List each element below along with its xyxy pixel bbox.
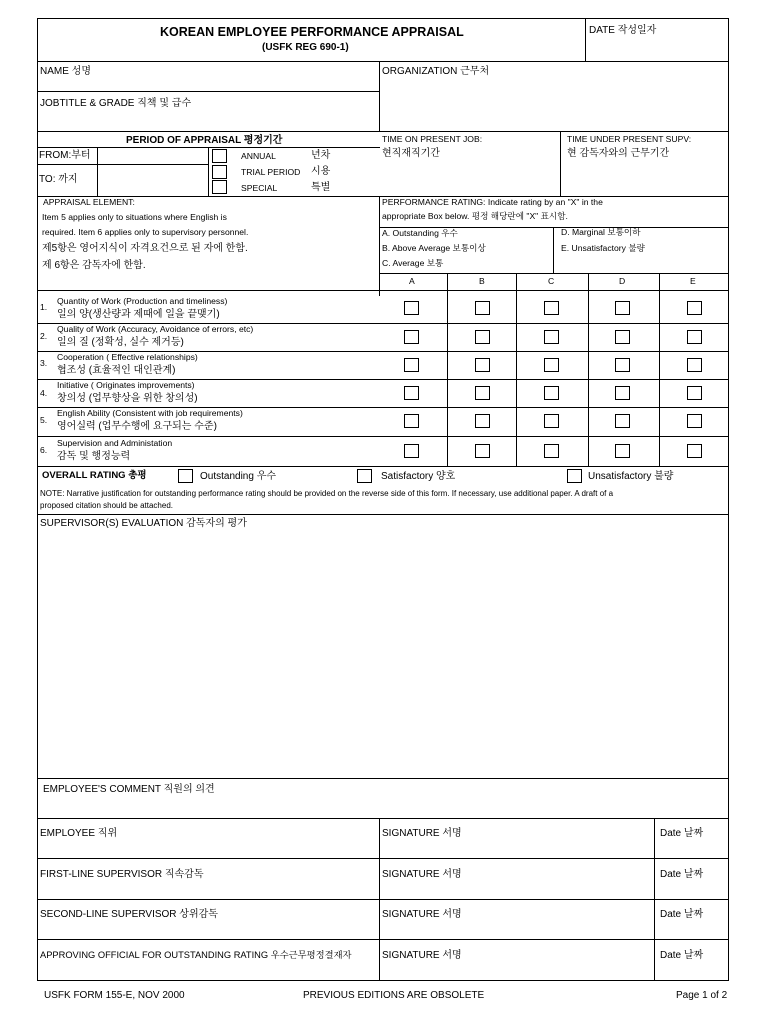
rating-heading-line2: appropriate Box below. 평정 해당란에 "X" 표시함. [382, 211, 568, 221]
trial-period-checkbox[interactable] [212, 165, 227, 179]
rating-checkbox-6d[interactable] [615, 444, 630, 458]
regulation-reference: (USFK REG 690-1) [262, 42, 349, 53]
rating-checkbox-3b[interactable] [475, 358, 490, 372]
signature-label: SIGNATURE 서명 [382, 909, 462, 920]
rating-checkbox-3a[interactable] [404, 358, 419, 372]
appraisal-note-line1: Item 5 applies only to situations where English is [42, 212, 227, 222]
item-number: 6. [40, 445, 48, 455]
rating-checkbox-6b[interactable] [475, 444, 490, 458]
overall-note-line2: proposed citation should be attached. [40, 501, 173, 510]
signature-role-label: EMPLOYEE 직위 [40, 828, 118, 839]
name-label: NAME 성명 [40, 66, 91, 77]
overall-rating-label: OVERALL RATING 총평 [42, 470, 147, 481]
period-type-trial-ko: 시용 [311, 166, 331, 177]
rating-checkbox-2e[interactable] [687, 330, 702, 344]
item-number: 1. [40, 302, 48, 312]
rating-checkbox-6c[interactable] [544, 444, 559, 458]
period-type-annual: ANNUAL [241, 151, 276, 161]
to-label: TO: 까지 [39, 174, 78, 185]
rating-checkbox-3e[interactable] [687, 358, 702, 372]
annual-checkbox[interactable] [212, 149, 227, 163]
rating-checkbox-1a[interactable] [404, 301, 419, 315]
signature-role-label: FIRST-LINE SUPERVISOR 직속감독 [40, 869, 204, 880]
rating-scale-c: C. Average 보통 [382, 258, 444, 268]
editions-notice: PREVIOUS EDITIONS ARE OBSOLETE [303, 990, 485, 1001]
rating-checkbox-6a[interactable] [404, 444, 419, 458]
signature-date-label: Date 날짜 [660, 869, 704, 880]
item-number: 4. [40, 388, 48, 398]
item-label-ko: 일의 양(생산량과 제때에 일을 끝맺기) [57, 309, 220, 320]
rating-scale-d: D. Marginal 보통이하 [561, 227, 641, 237]
rating-checkbox-5e[interactable] [687, 414, 702, 428]
item-number: 3. [40, 358, 48, 368]
rating-heading-line1: PERFORMANCE RATING: Indicate rating by an "X" in the [382, 197, 603, 207]
column-header-e: E [690, 276, 696, 286]
appraisal-note-ko2: 제 6항은 감독자에 한함. [42, 260, 146, 271]
item-label-en: Initiative ( Originates improvements) [57, 380, 195, 390]
item-label-en: Quantity of Work (Production and timeliness) [57, 296, 228, 306]
time-under-supv-label: TIME UNDER PRESENT SUPV: [567, 134, 692, 144]
employee-comment-label: EMPLOYEE'S COMMENT 직원의 의견 [43, 784, 215, 795]
rating-checkbox-1d[interactable] [615, 301, 630, 315]
time-present-job-label: TIME ON PRESENT JOB: [382, 134, 483, 144]
supervisor-evaluation-field[interactable] [38, 532, 728, 776]
item-label-en: Quality of Work (Accuracy, Avoidance of errors, etc) [57, 324, 254, 334]
overall-satisfactory-label: Satisfactory 양호 [381, 471, 456, 482]
appraisal-element-heading: APPRAISAL ELEMENT: [43, 197, 135, 207]
rating-checkbox-5d[interactable] [615, 414, 630, 428]
column-header-a: A [409, 276, 415, 286]
item-label-en: Cooperation ( Effective relationships) [57, 352, 198, 362]
signature-date-label: Date 날짜 [660, 828, 704, 839]
rating-checkbox-4b[interactable] [475, 386, 490, 400]
period-type-annual-ko: 년차 [311, 150, 331, 161]
overall-outstanding-checkbox[interactable] [178, 469, 193, 483]
item-label-en: Supervision and Administation [57, 438, 173, 448]
item-label-ko: 감독 및 행정능력 [57, 451, 131, 462]
rating-checkbox-1e[interactable] [687, 301, 702, 315]
rating-checkbox-4a[interactable] [404, 386, 419, 400]
rating-checkbox-2d[interactable] [615, 330, 630, 344]
item-label-ko: 영어실력 (업무수행에 요구되는 수준) [57, 421, 217, 432]
column-header-b: B [479, 276, 485, 286]
signature-label: SIGNATURE 서명 [382, 950, 462, 961]
item-number: 2. [40, 331, 48, 341]
employee-comment-field[interactable] [38, 798, 728, 817]
item-label-ko: 일의 질 (정확성, 실수 제거등) [57, 337, 184, 348]
overall-unsatisfactory-checkbox[interactable] [567, 469, 582, 483]
item-number: 5. [40, 415, 48, 425]
period-heading: PERIOD OF APPRAISAL 평정기간 [126, 135, 283, 146]
rating-checkbox-3d[interactable] [615, 358, 630, 372]
period-type-special: SPECIAL [241, 183, 278, 193]
appraisal-note-ko1: 제5항은 영어지식이 자격요건으로 된 자에 한함. [42, 243, 248, 254]
item-label-ko: 협조성 (효율적인 대인관계) [57, 365, 176, 376]
rating-checkbox-2b[interactable] [475, 330, 490, 344]
overall-satisfactory-checkbox[interactable] [357, 469, 372, 483]
rating-checkbox-4c[interactable] [544, 386, 559, 400]
signature-role-label: APPROVING OFFICIAL FOR OUTSTANDING RATING 우수근무평정결재자 [40, 950, 352, 960]
rating-checkbox-4e[interactable] [687, 386, 702, 400]
column-header-d: D [619, 276, 626, 286]
appraisal-note-line2: required. Item 6 applies only to supervisory personnel. [42, 227, 249, 237]
rating-checkbox-6e[interactable] [687, 444, 702, 458]
form-title: KOREAN EMPLOYEE PERFORMANCE APPRAISAL [160, 25, 464, 39]
rating-checkbox-5a[interactable] [404, 414, 419, 428]
rating-checkbox-1b[interactable] [475, 301, 490, 315]
time-under-supv-ko: 현 감독자와의 근무기간 [567, 148, 670, 159]
signature-label: SIGNATURE 서명 [382, 828, 462, 839]
time-present-job-ko: 현직재직기간 [382, 148, 440, 159]
from-label: FROM:부터 [39, 150, 91, 161]
rating-scale-e: E. Unsatisfactory 불량 [561, 243, 645, 253]
rating-checkbox-2c[interactable] [544, 330, 559, 344]
signature-date-label: Date 날짜 [660, 950, 704, 961]
signature-role-label: SECOND-LINE SUPERVISOR 상위감독 [40, 909, 218, 920]
form-id: USFK FORM 155-E, NOV 2000 [44, 990, 185, 1001]
rating-checkbox-4d[interactable] [615, 386, 630, 400]
overall-unsatisfactory-label: Unsatisfactory 불량 [588, 471, 674, 482]
rating-checkbox-1c[interactable] [544, 301, 559, 315]
page-number: Page 1 of 2 [676, 990, 728, 1001]
rating-scale-a: A. Outstanding 우수 [382, 228, 458, 238]
jobtitle-label: JOBTITLE & GRADE 직책 및 급수 [40, 98, 192, 109]
overall-outstanding-label: Outstanding 우수 [200, 471, 277, 482]
item-label-ko: 창의성 (업무향상을 위한 창의성) [57, 393, 198, 404]
signature-date-label: Date 날짜 [660, 909, 704, 920]
overall-note-line1: NOTE: Narrative justification for outstanding performance rating should be provided on the reverse side of this form. If necessary, use additional paper. A draft of a [40, 489, 614, 498]
rating-checkbox-3c[interactable] [544, 358, 559, 372]
rating-checkbox-2a[interactable] [404, 330, 419, 344]
date-label: DATE 작성일자 [589, 25, 657, 36]
organization-label: ORGANIZATION 근무처 [382, 66, 490, 77]
rating-checkbox-5b[interactable] [475, 414, 490, 428]
rating-checkbox-5c[interactable] [544, 414, 559, 428]
supervisor-evaluation-label: SUPERVISOR(S) EVALUATION 감독자의 평가 [40, 518, 247, 529]
rating-scale-b: B. Above Average 보통이상 [382, 243, 486, 253]
period-type-trial: TRIAL PERIOD [241, 167, 301, 177]
column-header-c: C [548, 276, 555, 286]
item-label-en: English Ability (Consistent with job requirements) [57, 408, 243, 418]
special-checkbox[interactable] [212, 180, 227, 194]
signature-label: SIGNATURE 서명 [382, 869, 462, 880]
period-type-special-ko: 특별 [311, 182, 331, 193]
